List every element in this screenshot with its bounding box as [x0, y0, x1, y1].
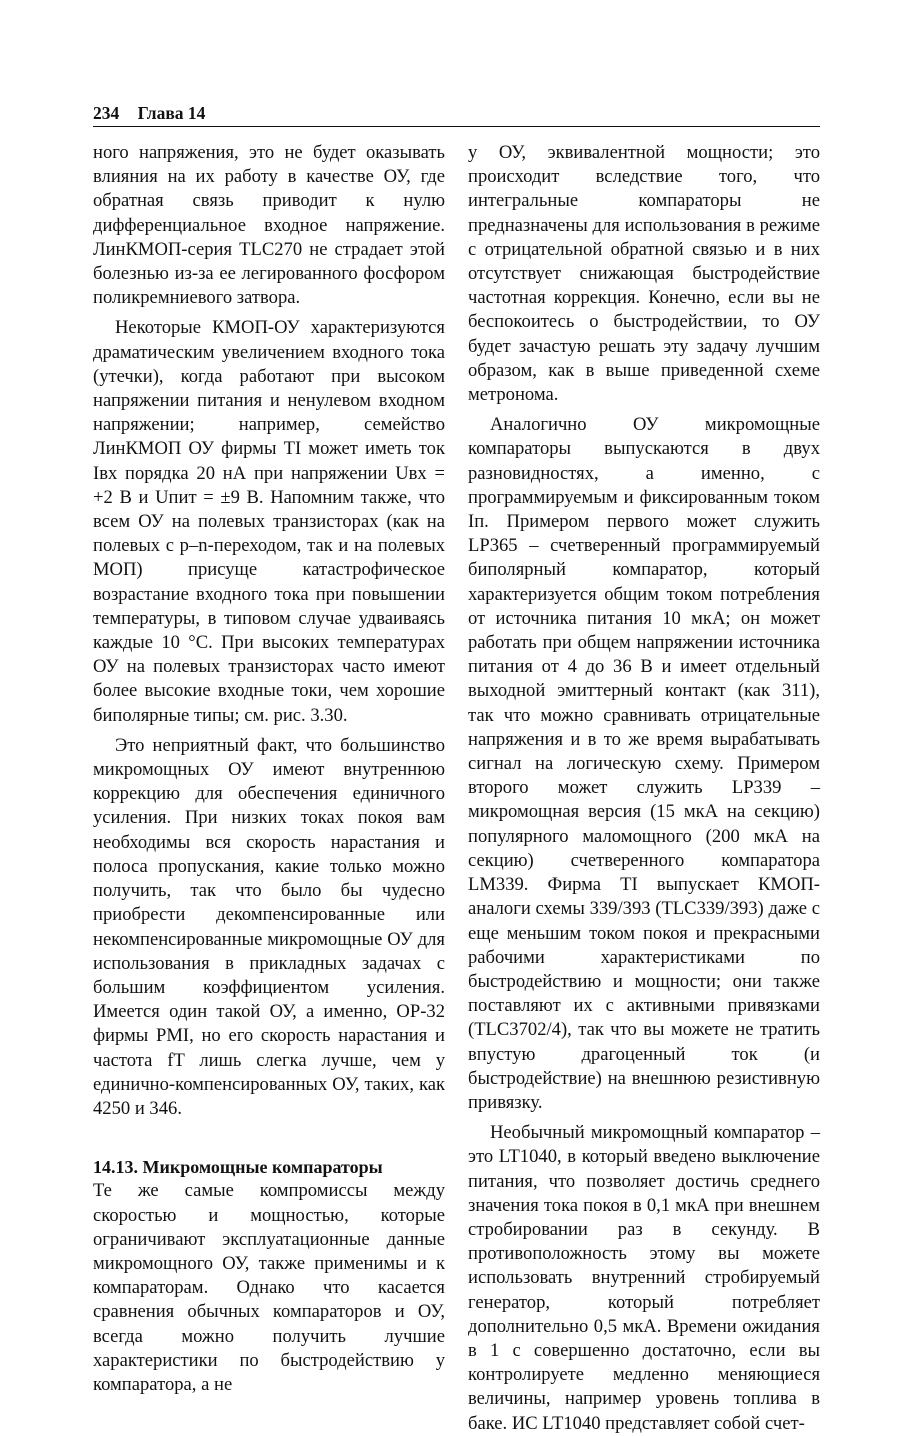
paragraph: Некоторые КМОП-ОУ характеризуются драматическим увеличением входного тока (утечки), когда работают при высоком напряжении питания и ненулевом входном напряжении; например, семейство ЛинКМОП ОУ фирмы TI может иметь ток Iвх порядка 20 нА при напряжении Uвх = +2 В и Uпит = ±9 В. Напомним также, что всем ОУ на полевых транзисторах (как на полевых с p–n-переходом, так и на полевых МОП) присуще катастрофическое возрастание входного тока при повышении температуры, в типовом случае удваиваясь каждые 10 °С. При высоких температурах ОУ на полевых транзисторах часто имеют более высокие входные токи, чем хорошие биполярные типы; см. рис. 3.30.	[93, 317, 445, 726]
left-column	[93, 141, 445, 1397]
paragraph: у ОУ, эквивалентной мощности; это происходит вследствие того, что интегральные компараторы не предназначены для использования в режиме с отрицательной обратной связью и в них отсутствует снижающая быстродействие частотная коррекция. Конечно, если вы не беспокоитесь о быстродействии, то ОУ будет зачастую решать эту задачу лучшим образом, как в выше приведенной схеме метронома.	[468, 142, 820, 406]
paragraph: Необычный микромощный компаратор – это LT1040, в который введено выключение питания, что позволяет достичь среднего значения тока покоя в 0,1 мкА при внешнем стробировании раз в секунду. В противоположность этому вы можете использовать внутренний стробируемый генератор, который потребляет дополнительно 0,5 мкА. Времени ожидания в 1 с совершенно достаточно, если вы контролируете медленно меняющиеся величины, например уровень топлива в баке. ИС LT1040 представляет собой счет-	[468, 1122, 820, 1434]
page-number: 234	[93, 103, 120, 123]
paragraph: ного напряжения, это не будет оказывать влияния на их работу в качестве ОУ, где обратная связь приводит к нулю дифференциальное входное напряжение. ЛинКМОП-серия TLC270 не страдает этой болезнью из-за ее легированного фосфором поликремниевого затвора.	[93, 142, 445, 309]
paragraph: Это неприятный факт, что большинство микромощных ОУ имеют внутреннюю коррекцию для обеспечения единичного усиления. При низких токах покоя вам необходимы вся скорость нарастания и полоса пропускания, какие только можно получить, так что было бы чудесно приобрести декомпенсированные или некомпенсированные микромощные ОУ для использования в прикладных задачах с большим коэффициентом усиления. Имеется один такой ОУ, а именно, OP-32 фирмы PMI, но его скорость нарастания и частота fT лишь слегка лучше, чем у единично-компенсированных ОУ, таких, как 4250 и 346.	[93, 734, 445, 1119]
right-column	[468, 141, 820, 1436]
section-heading: 14.13. Микромощные компараторы	[93, 1157, 383, 1178]
paragraph: Аналогично ОУ микромощные компараторы выпускаются в двух разновидностях, а именно, с программируемым и фиксированным током Iп. Примером первого может служить LP365 – счетверенный программируемый биполярный компаратор, который характеризуется общим током потребления от источника питания 10 мкА; он может работать при общем напряжении источника питания от 4 до 36 В и имеет отдельный выходной эмиттерный контакт (как 311), так что можно сравнивать отрицательные напряжения и в то же время вырабатывать сигнал на логическую схему. Примером второго может служить LP339 – микромощная версия (15 мкА на секцию) популярного маломощного (200 мкА на секцию) счетверенного компаратора LM339. Фирма TI выпускает КМОП-аналоги схемы 339/393 (TLC339/393) даже с еще меньшим током покоя и прекрасными рабочими характеристиками по быстродействию и мощности; они также поставляют их с активными привязками (TLC3702/4), так что вы можете не тратить впустую драгоценный ток (и быстродействие) на внешнюю резистивную привязку.	[468, 414, 820, 1113]
paragraph: Те же самые компромиссы между скоростью и мощностью, которые ограничивают эксплуатационные данные микромощного ОУ, также применимы и к компараторам. Однако что касается сравнения обычных компараторов и ОУ, всегда можно получить лучшие характеристики по быстродействию у компаратора, а не	[93, 1180, 445, 1395]
chapter-title: Глава 14	[137, 103, 206, 123]
page-header	[93, 100, 820, 127]
